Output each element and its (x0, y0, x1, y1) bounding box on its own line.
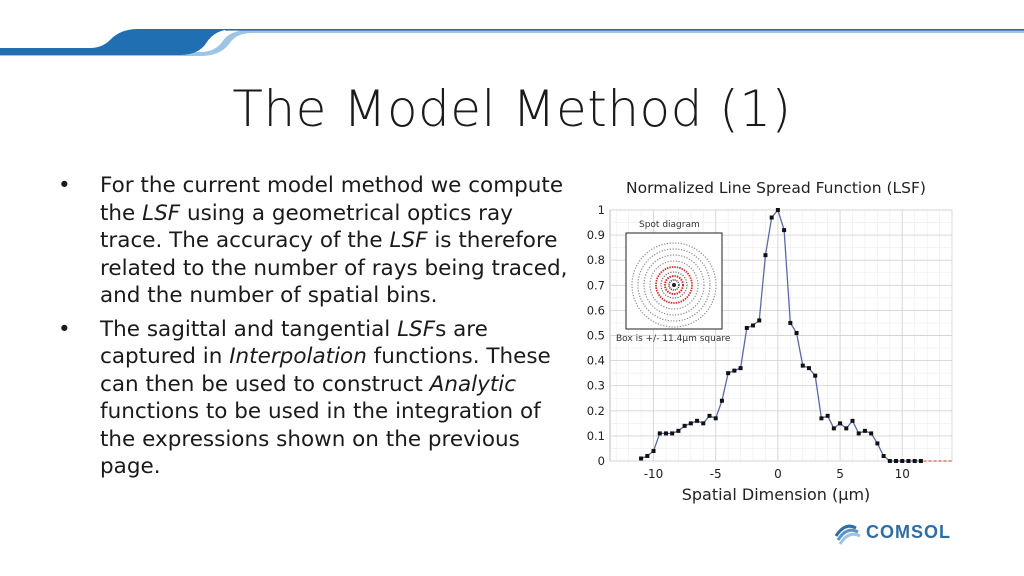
header-band-dark (0, 29, 230, 55)
bullet-dot: • (58, 316, 71, 342)
data-point (851, 419, 855, 423)
comsol-logo-text: COMSOL (866, 522, 951, 542)
y-tick-label: 0.8 (586, 253, 605, 268)
bullet-text: Analytic (429, 371, 517, 397)
data-point (844, 426, 848, 430)
bullet-text: is therefore related to the number of rays being traced, and the number of spatial bins. (100, 228, 568, 308)
data-point (695, 419, 699, 423)
data-point (776, 208, 780, 212)
data-point (751, 323, 755, 327)
data-point (795, 331, 799, 335)
lsf-chart (570, 170, 980, 510)
data-point (645, 454, 649, 458)
data-point (832, 426, 836, 430)
bullet-item (55, 172, 575, 310)
bullet-list (55, 172, 575, 487)
y-tick-label: 0.1 (586, 428, 605, 443)
data-point (894, 459, 898, 463)
data-point (757, 318, 761, 322)
y-tick-label: 0.2 (586, 403, 605, 418)
header-line (225, 29, 1024, 31)
bullet-text: LSF (142, 200, 181, 226)
data-point (745, 326, 749, 330)
bullet-item (55, 316, 575, 481)
data-point (726, 371, 730, 375)
data-point (788, 321, 792, 325)
data-point (807, 366, 811, 370)
data-point (714, 416, 718, 420)
data-point (701, 421, 705, 425)
bullet-text: For the current model method we compute the (100, 173, 564, 226)
bullet-text: LSF (397, 316, 436, 342)
data-point (888, 459, 892, 463)
chart-title: Normalized Line Spread Function (LSF) (626, 179, 926, 197)
data-point (763, 253, 767, 257)
data-point (882, 454, 886, 458)
data-point (869, 431, 873, 435)
inset-spot-diagram (626, 233, 722, 329)
comsol-logo-icon (836, 526, 860, 544)
x-tick-label: 0 (774, 467, 782, 481)
y-tick-label: 0 (597, 454, 605, 468)
data-point (639, 456, 643, 460)
bullet-text: The sagittal and tangential (100, 316, 398, 342)
bullet-text: Interpolation (229, 344, 367, 369)
header-banner (0, 0, 1024, 60)
x-axis-label: Spatial Dimension (μm) (681, 485, 871, 504)
data-point (819, 416, 823, 420)
bullet-text: using a geometrical optics ray trace. The accuracy of the (100, 200, 513, 253)
data-point (900, 459, 904, 463)
data-point (857, 431, 861, 435)
data-point (782, 228, 786, 232)
inset-label-bottom: Box is +/- 11.4μm square (616, 334, 731, 344)
y-tick-label: 0.4 (586, 353, 605, 368)
data-point (919, 459, 923, 463)
comsol-logo (832, 516, 972, 546)
y-tick-label: 0.3 (586, 378, 605, 393)
data-point (652, 449, 656, 453)
bullet-text: s are captured in (100, 316, 488, 369)
data-point (670, 431, 674, 435)
data-point (913, 459, 917, 463)
y-tick-label: 0.6 (586, 303, 605, 318)
y-tick-label: 1 (597, 203, 605, 217)
data-point (863, 429, 867, 433)
data-point (813, 374, 817, 378)
data-point (826, 414, 830, 418)
data-point (770, 216, 774, 220)
data-point (720, 399, 724, 403)
data-point (732, 369, 736, 373)
bullet-text: LSF (389, 228, 428, 253)
bullet-dot: • (58, 173, 71, 198)
data-point (707, 414, 711, 418)
x-tick-label: 5 (836, 467, 844, 481)
x-tick-label: 10 (894, 467, 910, 481)
y-tick-label: 0.5 (586, 328, 605, 343)
data-point (906, 459, 910, 463)
bullet-text: functions. These can then be used to construct (100, 344, 551, 397)
y-tick-label: 0.7 (586, 278, 605, 293)
data-point (875, 441, 879, 445)
data-point (838, 421, 842, 425)
slide-title: The Model Method (1) (232, 80, 792, 138)
data-point (689, 421, 693, 425)
inset-label-top: Spot diagram (639, 220, 700, 230)
data-point (739, 366, 743, 370)
x-tick-label: -5 (709, 467, 722, 481)
data-point (676, 429, 680, 433)
data-point (801, 364, 805, 368)
x-tick-label: -10 (643, 467, 664, 481)
spot-center (672, 283, 676, 287)
data-point (658, 431, 662, 435)
data-point (683, 424, 687, 428)
data-point (664, 431, 668, 435)
y-tick-label: 0.9 (586, 228, 605, 243)
bullet-text: functions to be used in the integration of the expressions shown on the previous page. (100, 399, 541, 479)
